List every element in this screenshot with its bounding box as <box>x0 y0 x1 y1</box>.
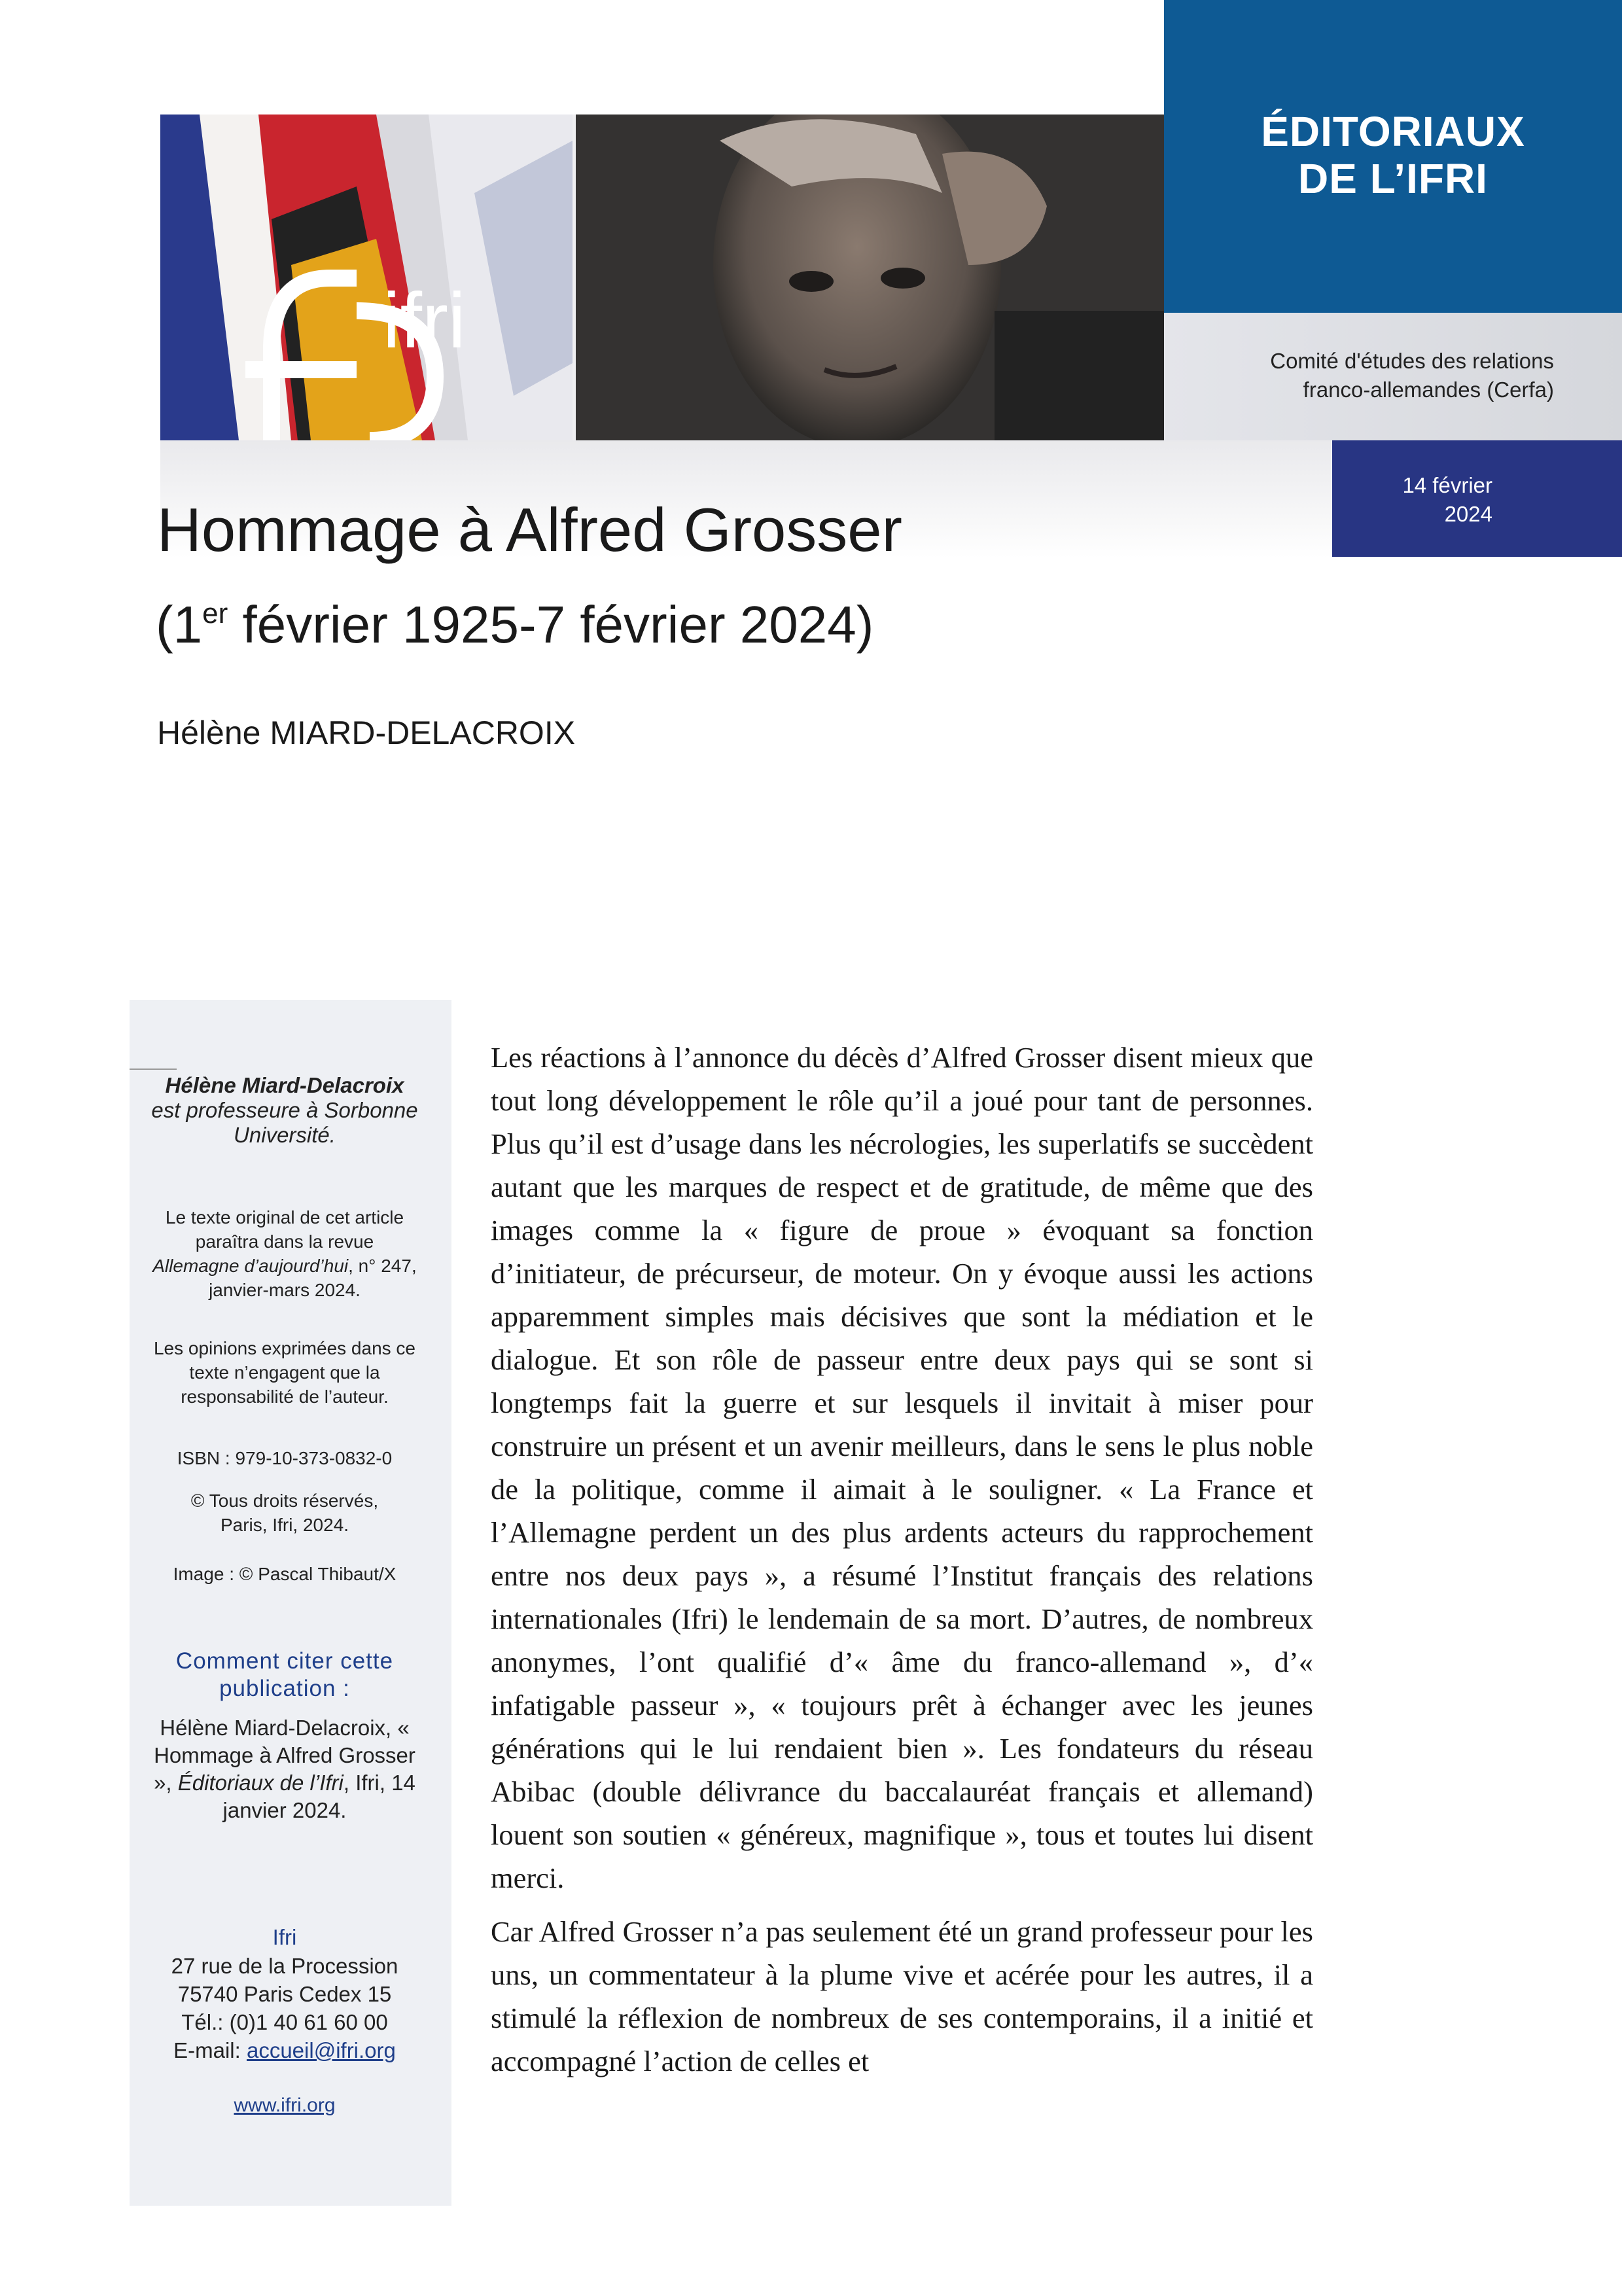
date-line2: 2024 <box>1444 502 1492 526</box>
copyright <box>150 1489 419 1537</box>
citation-heading <box>150 1648 419 1703</box>
cite-journal: Éditoriaux de l’Ifri <box>177 1771 344 1795</box>
subtitle-pre: (1 <box>156 595 203 654</box>
original-post: , n° 247, janvier-mars 2024. <box>209 1256 417 1300</box>
cite-post: , Ifri, 14 janvier 2024. <box>222 1771 415 1822</box>
brand-title-line1: ÉDITORIAUX <box>1261 108 1525 155</box>
original-pre: Le texte original de cet article paraîtra dans la revue <box>165 1207 404 1252</box>
date-line1: 14 février <box>1402 473 1492 497</box>
portrait-photo <box>576 115 1165 440</box>
email-label: E-mail: <box>173 2038 247 2062</box>
portrait-graphic <box>576 115 1165 440</box>
original-journal: Allemagne d’aujourd’hui <box>152 1256 349 1276</box>
flag-logo-graphic <box>160 115 573 440</box>
ifri-logo-text: ifri <box>383 277 466 364</box>
committee-line1: Comité d'études des relations <box>1270 349 1554 373</box>
email-link[interactable]: accueil@ifri.org <box>246 2038 396 2062</box>
original-publication-note <box>150 1205 419 1302</box>
body-paragraph: Les réactions à l’annonce du décès d’Alfred Grosser disent mieux que tout long développement le rôle qu’il a joué pour tant de personnes. Plus qu’il est d’usage dans les nécrologies, les superlatifs se succèdent autant que les marques de respect et de gratitude, de même que des images comme la « figure de proue » évoquant sa fonction d’initiateur, de précurseur, de moteur. On y évoque aussi les actions apparemment simples mais décisives que sont la médiation et le dialogue. Et son rôle de passeur entre deux pays qui se sont si longtemps fait la guerre et sur lesquels il invitait à miser pour construire un présent et un avenir meilleurs, dans le sens le plus noble de la politique, comme il aimait à le souligner. « La France et l’Allemagne perdent un des plus ardents acteurs du rapprochement entre nos deux pays », a résumé l’Institut français des relations internationales (Ifri) le lendemain de sa mort. D’autres, de nombreux anonymes, l’ont qualifié d’« âme du franco-allemand », d’« infatigable passeur », « toujours prêt à échanger avec les jeunes générations qui le lui rendaient bien ». Les fondateurs du réseau Abibac (double délivrance du baccalauréat français et allemand) louent son soutien « généreux, magnifique », tous et toutes lui disent merci. <box>491 1041 1313 1894</box>
article-author: Hélène MIARD-DELACROIX <box>157 715 576 751</box>
website-link[interactable]: www.ifri.org <box>234 2094 336 2116</box>
citation-text <box>150 1714 419 1824</box>
brand-title <box>1164 108 1622 202</box>
isbn: ISBN : 979-10-373-0832-0 <box>177 1448 393 1468</box>
committee-line2: franco-allemandes (Cerfa) <box>1303 378 1554 402</box>
org-name: Ifri <box>272 1925 297 1949</box>
committee-text <box>1178 347 1554 404</box>
cite-pre: Hélène Miard-Delacroix, « Hommage à Alfred Grosser », <box>154 1716 415 1795</box>
body-paragraph: Car Alfred Grosser n’a pas seulement été un grand professeur pour les uns, un commentateur à la plume vive et acérée pour les autres, il a stimulé la réflexion de nombreux de ses contemporains, il a initié et accompagné l’action de celles et <box>491 1915 1313 2077</box>
author-bio <box>150 1073 419 1148</box>
article-subtitle <box>156 592 873 658</box>
article-title: Hommage à Alfred Grosser <box>157 495 902 564</box>
bio-name: Hélène Miard-Delacroix <box>165 1073 404 1097</box>
image-credit: Image : © Pascal Thibaut/X <box>173 1564 397 1584</box>
subtitle-sup: er <box>202 597 228 629</box>
cite-heading-line2: publication : <box>219 1676 350 1701</box>
brand-title-line2: DE L’IFRI <box>1298 155 1488 202</box>
publication-date <box>1332 471 1492 529</box>
phone: Tél.: (0)1 40 61 60 00 <box>181 2010 388 2034</box>
flag-logo-image <box>160 115 573 440</box>
address-line1: 27 rue de la Procession <box>171 1954 398 1978</box>
subtitle-post: février 1925-7 février 2024) <box>228 595 874 654</box>
sidebar-rule <box>130 1069 177 1070</box>
bio-rest: est professeure à Sorbonne Université. <box>151 1098 418 1147</box>
opinion-disclaimer: Les opinions exprimées dans ce texte n’engagent que la responsabilité de l’auteur. <box>153 1338 415 1407</box>
website <box>150 2093 419 2119</box>
org-address <box>150 1952 419 2064</box>
address-line2: 75740 Paris Cedex 15 <box>177 1982 392 2006</box>
cite-heading-line1: Comment citer cette <box>175 1648 394 1674</box>
rights-line1: © Tous droits réservés, <box>190 1491 379 1511</box>
article-body <box>491 1036 1313 2093</box>
rights-line2: Paris, Ifri, 2024. <box>220 1515 349 1535</box>
